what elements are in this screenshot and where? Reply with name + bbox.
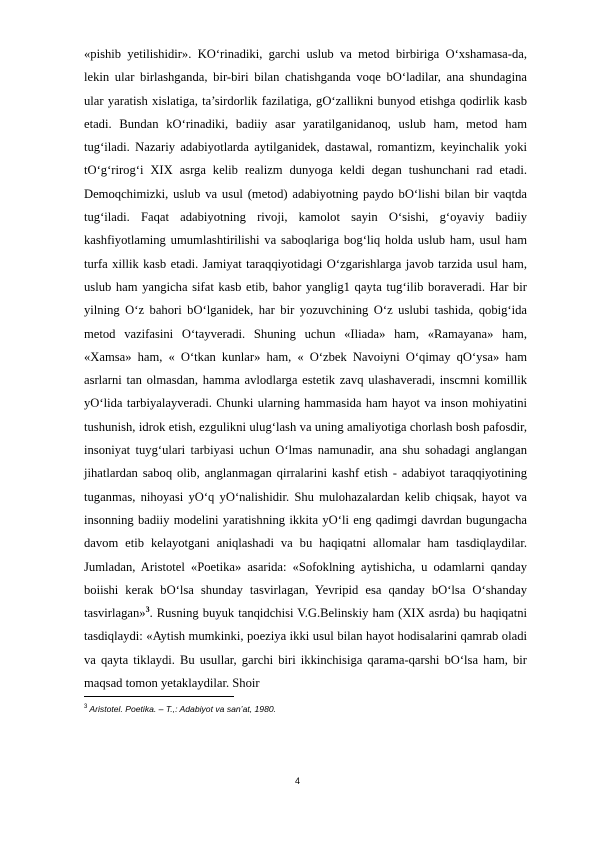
footnote-number: 3 bbox=[84, 704, 88, 711]
paragraph-text-before-ref: «pishib yetilishidir». KO‘rinadiki, garchi uslub va metod birbiriga O‘xshamasa-da, lekin ular birlashganda, bir-biri bilan chatishganda voqe bO‘ladilar, ana shundagina ular yaratish xislatiga, ta’sirdorlik fazilatiga, gO‘zallikni bunyod etishga qodirlik kasb etadi. Bundan kO‘rinadiki, badiiy asar yaratilganidanoq, uslub ham, metod ham tug‘iladi. Nazariy adabiyotlarda aytilganidek, dastawal, romantizm, keyinchalik yoki tO‘g‘rirog‘i XIX asrga kelib realizm dunyoga keldi degan tushunchani rad etadi. Demoqchimizki, uslub va usul (metod) adabiyotning paydo bO‘lishi bilan bir vaqtda tug‘iladi. Faqat adabiyotning rivoji, kamolot sayin O‘sishi, g‘oyaviy badiiy kashfiyotlaming umumlashtirilishi va saboqlariga bog‘liq holda uslub ham, usul ham turfa xillik kasb etadi. Jamiyat taraqqiyotidagi O‘zgarishlarga javob tarzida usul ham, uslub ham yangicha sifat kasb etib, bahor yanglig1 qayta tug‘ilib boraveradi. Har bir yilning O‘z bahori bO‘lganidek, har bir yozuvchining O‘z uslubi tashida, qobig‘ida metod vazifasini O‘tayveradi. Shuning uchun «Iliada» ham, «Ramayana» ham, «Xamsa» ham, « O‘tkan kunlar» ham, « O‘zbek Navoiyni O‘qimay qO‘ysa» ham asrlarni tan olmasdan, hamma avlodlarga estetik zavq ulashaveradi, inscmni komillik yO‘lida tarbiyalayveradi. Chunki ularning hammasida ham hayot va inson mohiyatini tushunish, idrok etish, ezgulikni ulug‘lash va uning amaliyotiga chorlash bosh pafosdir, insoniyat tuyg‘ulari tarbiyasi uchun O‘lmas namunadir, ana shu sohadagi anglangan jihatlardan saboq olib, anglanmagan qirralarini kashf etish - adabiyot taraqqiyotining tuganmas, nihoyasi yO‘q yO‘nalishidir. Shu mulohazalardan kelib chiqsak, hayot va insonning badiiy modelini yaratishning ikkita yO‘li eng qadimgi davrdan bugungacha davom etib kelayotgani aniqlashadi va bu haqiqatni allomalar ham tasdiqlaydilar. Jumladan, Aristotel «Poetika» asarida: «Sofoklning aytishicha, u odamlarni qanday boiishi kerak bO‘lsa shunday tasvirlagan, Yevripid esa qanday bO‘lsa O‘shanday tasvirlagan» bbox=[84, 47, 527, 621]
footnote-text: Aristotel. Poetika. – T.,: Adabiyot va san’at, 1980. bbox=[87, 704, 277, 715]
footnote-separator bbox=[84, 696, 234, 697]
document-page bbox=[84, 43, 527, 715]
main-paragraph bbox=[84, 43, 527, 695]
footnote-reference[interactable]: 3 bbox=[145, 604, 150, 614]
paragraph-text-after-ref: . Rusning buyuk tanqidchisi V.G.Belinskiy ham (XIX asrda) bu haqiqatni tasdiqlaydi: «Aytish mumkinki, poeziya ikki usul bilan hayot hodisalarini qamrab oladi va qayta tiklaydi. Bu usullar, garchi biri ikkinchisiga qarama-qarshi bO‘lsa ham, bir maqsad tomon yetaklaydilar. Shoir bbox=[84, 606, 527, 691]
page-number: 4 bbox=[294, 776, 300, 786]
footnote bbox=[84, 701, 527, 715]
